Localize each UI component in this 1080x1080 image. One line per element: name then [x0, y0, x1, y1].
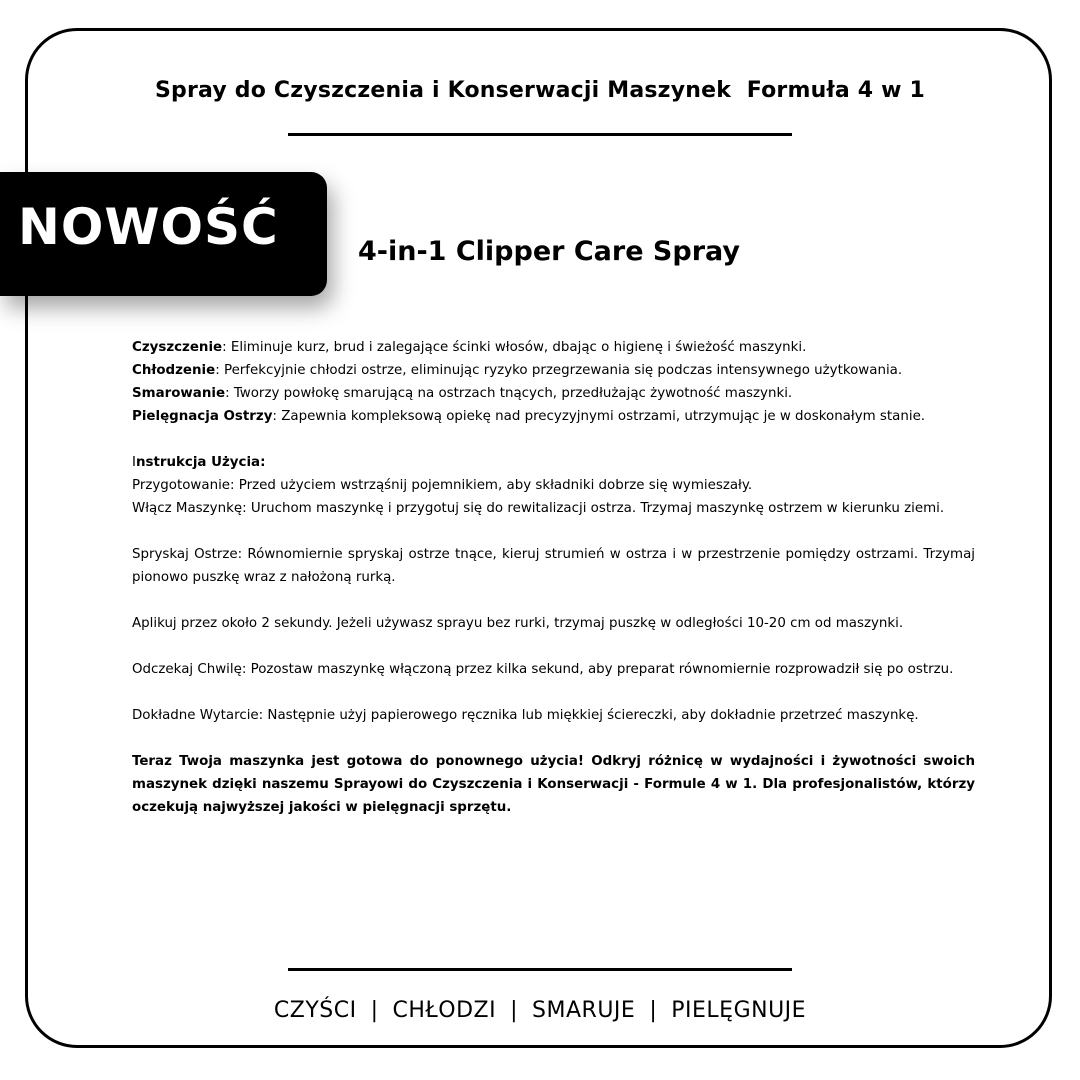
spacer [132, 681, 975, 704]
top-divider [288, 133, 792, 136]
instruction-step: Aplikuj przez około 2 sekundy. Jeżeli używasz sprayu bez rurki, trzymaj puszkę w odległości 10-20 cm od maszynki. [132, 616, 904, 631]
feature-term: Pielęgnacja Ostrzy [132, 409, 273, 424]
instruction-step: Odczekaj Chwilę: Pozostaw maszynkę włączoną przez kilka sekund, aby preparat równomiernie rozprowadził się po ostrzu. [132, 662, 954, 677]
feature-text: : Zapewnia kompleksową opiekę nad precyzyjnymi ostrzami, utrzymując je w doskonałym stanie. [272, 409, 926, 424]
spacer [132, 727, 975, 750]
closing-text: Teraz Twoja maszynka jest gotowa do ponownego użycia! Odkryj różnicę w wydajności i żywotności swoich maszynek dzięki naszemu Sprayowi do Czyszczenia i Konserwacji - Formule 4 w 1. Dla profesjonalistów, którzy oczekują najwyższej jakości w pielęgnacji sprzętu. [132, 754, 975, 815]
feature-item [132, 382, 975, 405]
instruction-step: Włącz Maszynkę: Uruchom maszynkę i przygotuj się do rewitalizacji ostrza. Trzymaj maszynkę ostrzem w kierunku ziemi. [132, 501, 945, 516]
feature-term: Chłodzenie [132, 363, 216, 378]
feature-item [132, 336, 975, 359]
footer-item: CZYŚCI [273, 998, 357, 1023]
feature-text: : Tworzy powłokę smarującą na ostrzach tnących, przedłużając żywotność maszynki. [225, 386, 793, 401]
feature-term: Czyszczenie [132, 340, 223, 355]
footer-tagline [0, 998, 1080, 1023]
spacer [132, 520, 975, 543]
instruction-step: Spryskaj Ostrze: Równomiernie spryskaj ostrze tnące, kieruj strumień w ostrza i w przestrzenie pomiędzy ostrzami. Trzymaj pionowo puszkę wraz z nałożoną rurką. [132, 547, 975, 585]
spacer [132, 428, 975, 451]
instruction-step: Przygotowanie: Przed użyciem wstrząśnij pojemnikiem, aby składniki dobrze się wymieszały. [132, 478, 753, 493]
footer-separator: | [510, 998, 519, 1023]
footer-separator: | [649, 998, 658, 1023]
instruction-step: Dokładne Wytarcie: Następnie użyj papierowego ręcznika lub miękkiej ściereczki, aby dokładnie przetrzeć maszynkę. [132, 708, 919, 723]
new-badge-label: NOWOŚĆ [18, 198, 279, 256]
spacer [132, 589, 975, 612]
feature-item [132, 359, 975, 382]
instructions-heading [132, 451, 975, 474]
page-title: Spray do Czyszczenia i Konserwacji Maszynek Formuła 4 w 1 [155, 78, 925, 103]
spacer [132, 635, 975, 658]
feature-text: : Perfekcyjnie chłodzi ostrze, eliminując ryzyko przegrzewania się podczas intensywnego użytkowania. [215, 363, 903, 378]
footer-separator: | [370, 998, 379, 1023]
footer-item: PIELĘGNUJE [671, 998, 807, 1023]
description-body [132, 336, 975, 819]
product-subtitle: 4-in-1 Clipper Care Spray [358, 236, 741, 267]
instructions-heading-prefix: I [132, 455, 136, 470]
feature-term: Smarowanie [132, 386, 226, 401]
feature-item [132, 405, 975, 428]
footer-item: SMARUJE [532, 998, 636, 1023]
instructions-heading-rest: nstrukcja Użycia: [135, 455, 266, 470]
feature-text: : Eliminuje kurz, brud i zalegające ścinki włosów, dbając o higienę i świeżość maszynki. [222, 340, 807, 355]
bottom-divider [288, 968, 792, 971]
closing-statement [132, 750, 975, 819]
footer-item: CHŁODZI [392, 998, 497, 1023]
new-badge [0, 172, 327, 296]
